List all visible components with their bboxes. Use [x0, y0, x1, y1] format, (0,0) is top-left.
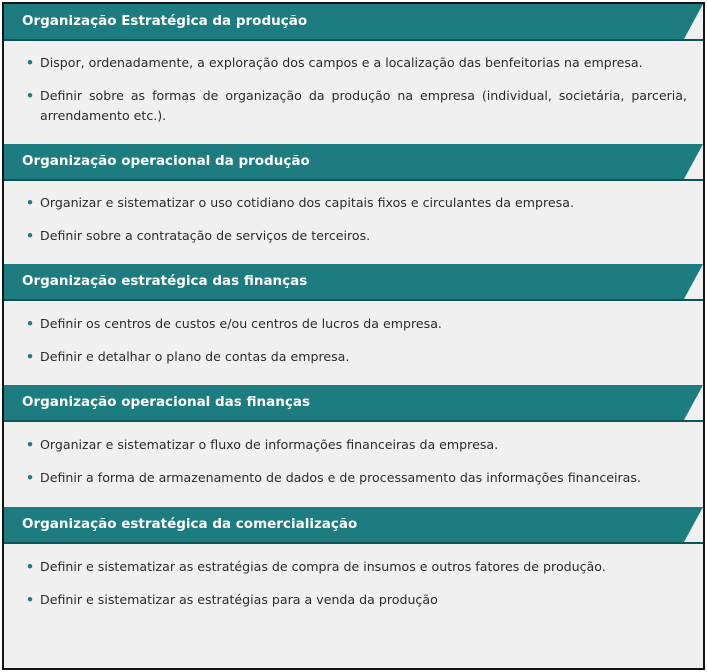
list-item-text: Dispor, ordenadamente, a exploração dos campos e a localização das benfeitorias na empresa. [40, 55, 643, 70]
list-item [26, 193, 687, 213]
list-item [26, 557, 687, 577]
section-organizacao-operacional-financas [4, 385, 703, 507]
list-item [26, 435, 687, 455]
list-item [26, 86, 687, 126]
bullet-list [4, 420, 703, 507]
section-organizacao-operacional-producao [4, 144, 703, 264]
bullet-icon: • [26, 349, 35, 364]
bullet-list [4, 39, 703, 144]
list-item-text: Definir sobre as formas de organização da produção na empresa (individual, societária, parceria, arrendamento etc.). [40, 88, 687, 123]
bullet-list [4, 542, 703, 629]
list-item-text: Definir e sistematizar as estratégias para a venda da produção [40, 592, 438, 607]
list-item-text: Definir e detalhar o plano de contas da empresa. [40, 349, 350, 364]
list-item-text: Organizar e sistematizar o uso cotidiano dos capitais fixos e circulantes da empresa. [40, 195, 574, 210]
section-title: Organização estratégica das finanças [4, 264, 684, 299]
section-title: Organização operacional da produção [4, 144, 684, 179]
bullet-icon: • [26, 316, 35, 331]
section-organizacao-estrategica-financas [4, 264, 703, 385]
section-organizacao-estrategica-producao [4, 4, 703, 144]
list-item [26, 590, 687, 610]
section-title: Organização operacional das finanças [4, 385, 684, 420]
list-item [26, 314, 687, 334]
bullet-icon: • [26, 592, 35, 607]
list-item-text: Definir sobre a contratação de serviços de terceiros. [40, 228, 371, 243]
bullet-icon: • [26, 437, 35, 452]
info-box [2, 2, 705, 670]
bullet-icon: • [26, 470, 35, 485]
bullet-icon: • [26, 228, 35, 243]
section-title: Organização estratégica da comercialização [4, 507, 684, 542]
section-organizacao-estrategica-comercializacao [4, 507, 703, 629]
bullet-icon: • [26, 559, 35, 574]
list-item [26, 468, 687, 488]
section-title: Organização Estratégica da produção [4, 4, 684, 39]
bullet-icon: • [26, 195, 35, 210]
list-item [26, 226, 687, 246]
bullet-list [4, 179, 703, 264]
list-item-text: Organizar e sistematizar o fluxo de informações financeiras da empresa. [40, 437, 499, 452]
bullet-list [4, 299, 703, 385]
bullet-icon: • [26, 88, 35, 103]
list-item [26, 53, 687, 73]
list-item-text: Definir a forma de armazenamento de dados e de processamento das informações financeiras. [40, 470, 641, 485]
list-item-text: Definir os centros de custos e/ou centros de lucros da empresa. [40, 316, 442, 331]
list-item [26, 347, 687, 367]
list-item-text: Definir e sistematizar as estratégias de compra de insumos e outros fatores de produção. [40, 559, 606, 574]
bullet-icon: • [26, 55, 35, 70]
